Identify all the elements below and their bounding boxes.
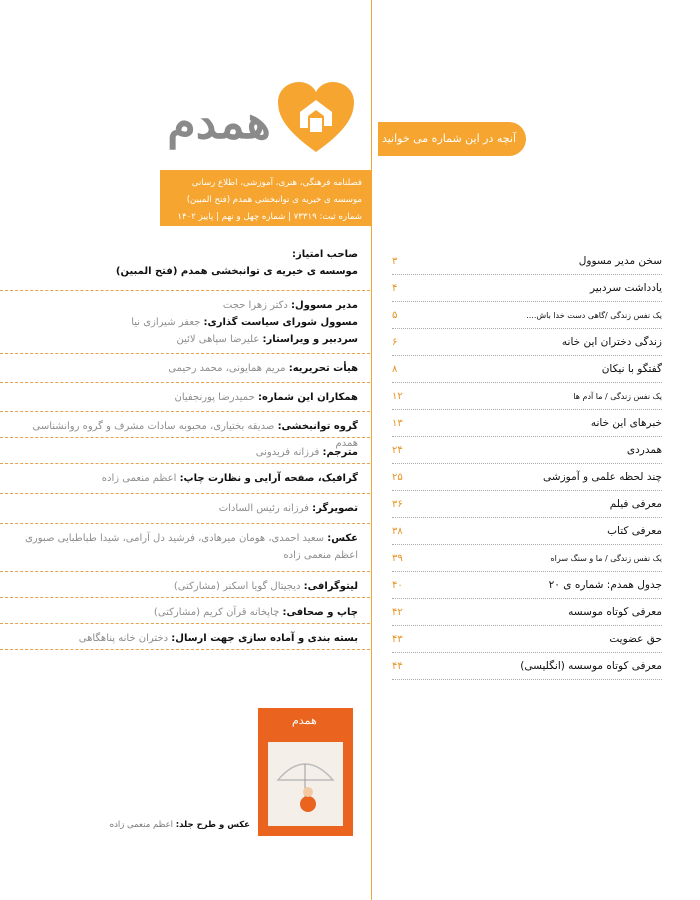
cover-caption: [109, 820, 250, 830]
credits-section: [0, 236, 370, 650]
credit-value: حمیدرضا پورنجفیان: [174, 392, 255, 403]
toc-item-page: ۴۰: [392, 579, 403, 591]
toc-item: [392, 329, 662, 356]
credit-value: دختران خانه پناهگاهی: [78, 633, 169, 644]
credit-label: گروه توانبخشی:: [277, 421, 358, 432]
credit-label: چاپ و صحافی:: [282, 607, 358, 618]
toc-item-title: معرفی فیلم: [609, 498, 662, 510]
toc-item: [392, 275, 662, 302]
credit-contributors: [0, 383, 370, 412]
credit-label: تصویرگر:: [312, 503, 358, 514]
toc-item-title: سخن مدیر مسوول: [578, 255, 662, 267]
toc-item-title: جدول همدم: شماره ی ۲۰: [548, 579, 662, 591]
toc-item-title: حق عضویت: [609, 633, 662, 645]
column-divider: [371, 0, 372, 900]
toc-item-title: معرفی کوتاه موسسه: [568, 606, 662, 618]
credit-photo: [0, 524, 370, 572]
toc-item-page: ۴۲: [392, 606, 403, 618]
credit-value: موسسه ی خیریه ی توانبخشی همدم (فتح المبین): [115, 266, 358, 277]
toc-item-page: ۳: [392, 255, 398, 267]
credit-label: سردبیر و ویراستار:: [262, 334, 358, 345]
toc-item-title: همدردی: [626, 444, 662, 456]
cover-caption-label: عکس و طرح جلد:: [175, 820, 250, 830]
credit-value: علیرضا سپاهی لائین: [176, 334, 260, 345]
toc-item: [392, 599, 662, 626]
credit-label: مترجم:: [322, 447, 358, 458]
toc-item-title: معرفی کوتاه موسسه (انگلیسی): [520, 660, 662, 672]
credit-label: بسته بندی و آماده سازی جهت ارسال:: [171, 633, 358, 644]
credit-value: مریم همایونی، محمد رحیمی: [168, 363, 286, 374]
magazine-subtitle: فصلنامه فرهنگی، هنری، آموزشی، اطلاع رسانی: [191, 178, 362, 188]
toc-item-title: یک نفس زندگی / ما و سنگ سراه: [550, 553, 662, 563]
toc-item-page: ۱۲: [392, 390, 403, 402]
heart-logo-icon: [278, 82, 354, 154]
credit-lithography: [0, 572, 370, 598]
credit-value: فرزانه رئیس السادات: [218, 503, 309, 514]
toc-item: [392, 437, 662, 464]
toc-item: [392, 410, 662, 437]
credit-translator: [0, 438, 370, 464]
toc-item: [392, 518, 662, 545]
cover-logo: همدم: [292, 714, 317, 727]
toc-item: [392, 383, 662, 410]
toc-item-title: معرفی کتاب: [607, 525, 662, 537]
toc-item-title: خبرهای این خانه: [590, 417, 662, 429]
credit-label: مسوول شورای سیاست گذاری:: [203, 317, 358, 328]
toc-item: [392, 491, 662, 518]
credit-owner: [0, 236, 370, 291]
credit-value: چاپخانه قرآن کریم (مشارکتی): [153, 607, 280, 618]
credit-label: لیتوگرافی:: [303, 581, 358, 592]
credit-value: اعظم منعمی زاده: [101, 473, 177, 484]
toc-item-page: ۲۵: [392, 471, 403, 483]
toc-item: [392, 653, 662, 680]
toc-item-page: ۵: [392, 309, 398, 321]
credit-value: سعید احمدی، هومان میرهادی، فرشید دل آرامی، شیدا طباطبایی صبوری اعظم منعمی زاده: [25, 533, 358, 561]
toc-item: [392, 626, 662, 653]
toc-item-page: ۲۴: [392, 444, 403, 456]
credit-label: عکس:: [327, 533, 358, 544]
toc-item: [392, 302, 662, 329]
credit-label: مدیر مسوول:: [291, 300, 358, 311]
table-of-contents: [392, 248, 662, 680]
credit-value: فرزانه فریدونی: [255, 447, 320, 458]
toc-item: [392, 545, 662, 572]
toc-item-page: ۴: [392, 282, 398, 294]
magazine-title: همدم: [167, 95, 271, 149]
toc-item-title: گفتگو با نیکان: [601, 363, 662, 375]
publisher-name: موسسه ی خیریه ی توانبخشی همدم (فتح المبین): [186, 195, 362, 205]
toc-item-page: ۶: [392, 336, 398, 348]
toc-item-page: ۱۳: [392, 417, 403, 429]
credit-label: همکاران این شماره:: [257, 392, 358, 403]
credit-management: [0, 291, 370, 354]
toc-item-page: ۴۴: [392, 660, 403, 672]
credit-value: صدیقه بختیاری، محبوبه سادات مشرف و گروه روانشناسی همدم: [32, 421, 358, 449]
credit-printing: [0, 598, 370, 624]
toc-item-title: زندگی دختران این خانه: [561, 336, 662, 348]
toc-item-title: یادداشت سردبیر: [590, 282, 662, 294]
cover-illustration: [268, 742, 343, 826]
toc-item-page: ۳۸: [392, 525, 403, 537]
toc-item-title: چند لحظه علمی و آموزشی: [543, 471, 662, 483]
magazine-info-band: [160, 170, 372, 226]
toc-item: [392, 356, 662, 383]
toc-item-page: ۸: [392, 363, 398, 375]
cover-thumbnail: [258, 708, 353, 836]
credit-label: گرافیک، صفحه آرایی و نظارت چاپ:: [179, 473, 358, 484]
toc-item-title: یک نفس زندگی / ما آدم ها: [573, 391, 662, 401]
credit-label: صاحب امتیاز:: [292, 249, 358, 260]
toc-header-tab: [378, 122, 526, 156]
credit-illustrator: [0, 494, 370, 524]
toc-header-label: آنچه در این شماره می خوانید: [381, 132, 516, 145]
credit-board: [0, 354, 370, 383]
toc-item-page: ۳۶: [392, 498, 403, 510]
toc-item-title: یک نفس زندگی /گاهی دست خدا باش....: [526, 310, 662, 320]
credit-value: دکتر زهرا حجت: [222, 300, 288, 311]
cover-caption-value: اعظم منعمی زاده: [109, 820, 174, 830]
credit-value: دیجیتال گویا اسکنر (مشارکتی): [173, 581, 301, 592]
toc-item-page: ۳۹: [392, 552, 403, 564]
credit-value: جعفر شیرازی نیا: [131, 317, 201, 328]
credit-packaging: [0, 624, 370, 650]
toc-item: [392, 248, 662, 275]
credit-label: هیأت تحریریه:: [288, 363, 358, 374]
issue-info: شماره ثبت: ۷۳۳۱۹ | شماره چهل و نهم | پاییز ۱۴۰۲: [177, 212, 362, 222]
credit-rehab: [0, 412, 370, 449]
credit-graphic: [0, 464, 370, 494]
toc-item-page: ۴۳: [392, 633, 403, 645]
toc-item: [392, 464, 662, 491]
toc-item: [392, 572, 662, 599]
